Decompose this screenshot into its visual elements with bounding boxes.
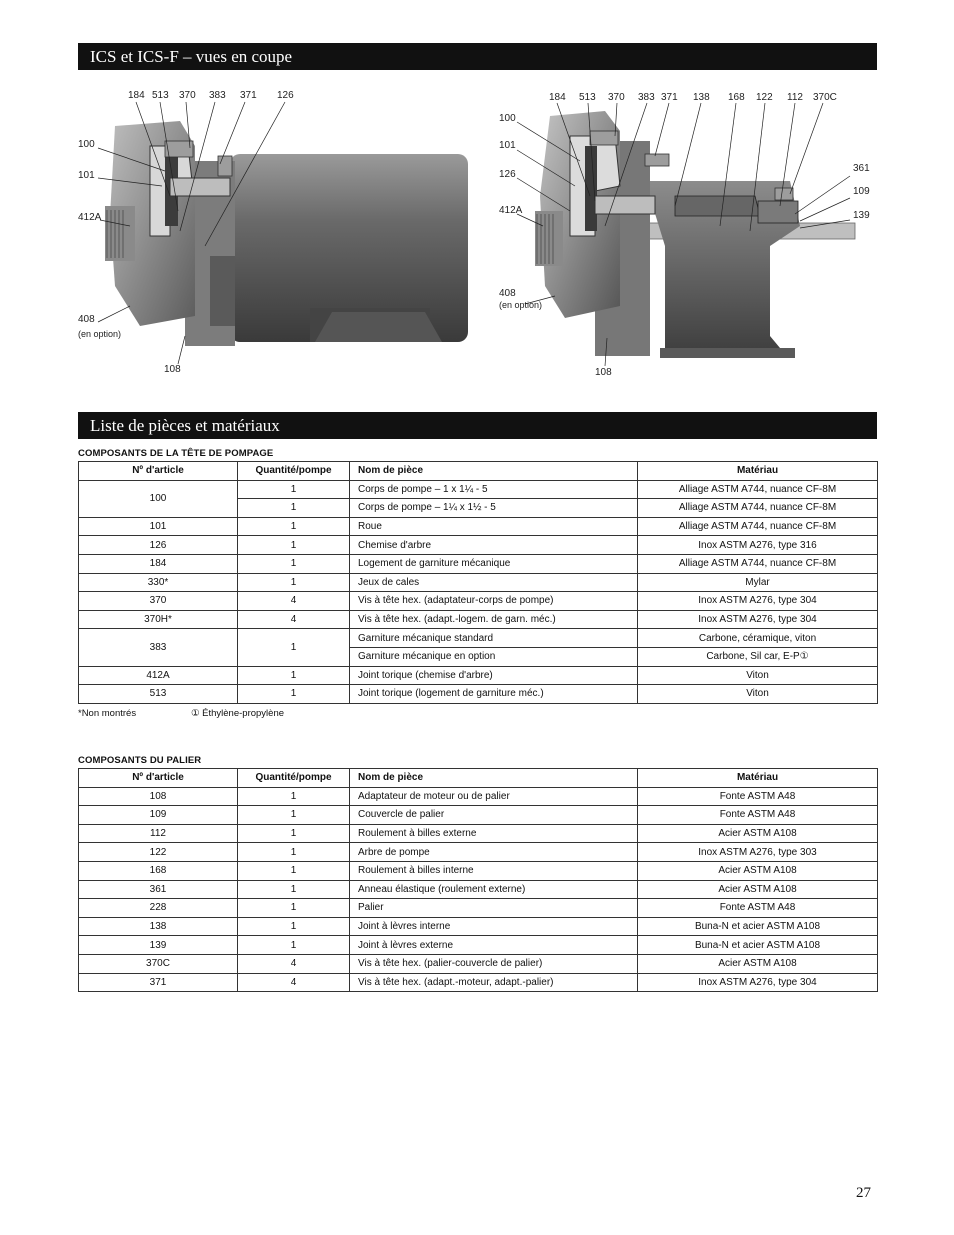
cell-quantity: 1 — [238, 554, 350, 573]
callout-label: 138 — [693, 92, 710, 103]
cell-item-number: 330* — [79, 573, 238, 592]
callout-label: 100 — [499, 113, 516, 124]
cell-material: Fonte ASTM A48 — [638, 899, 878, 918]
cell-item-number: 109 — [79, 806, 238, 825]
cell-part-name: Vis à tête hex. (adapt.-moteur, adapt.-palier) — [350, 973, 638, 992]
cutaway-drawing-ics-f — [495, 86, 880, 386]
cell-item-number: 101 — [79, 517, 238, 536]
cell-item-number: 139 — [79, 936, 238, 955]
cell-quantity: 4 — [238, 592, 350, 611]
cell-item-number: 108 — [79, 787, 238, 806]
cell-material: Fonte ASTM A48 — [638, 806, 878, 825]
cell-item-number: 122 — [79, 843, 238, 862]
cell-material: Fonte ASTM A48 — [638, 787, 878, 806]
callout-label: 184 — [128, 90, 145, 101]
callout-label: 108 — [164, 364, 181, 375]
cell-material: Acier ASTM A108 — [638, 861, 878, 880]
cell-material: Inox ASTM A276, type 304 — [638, 973, 878, 992]
cell-part-name: Chemise d'arbre — [350, 536, 638, 555]
table-row — [79, 880, 878, 899]
table-row — [79, 787, 878, 806]
callout-label: 168 — [728, 92, 745, 103]
cell-quantity: 1 — [238, 517, 350, 536]
table-title-pump-head: COMPOSANTS DE LA TÊTE DE POMPAGE — [78, 448, 274, 459]
column-header: Quantité/pompe — [238, 769, 350, 788]
cell-material: Inox ASTM A276, type 303 — [638, 843, 878, 862]
callout-label: 101 — [78, 170, 95, 181]
table-row — [79, 610, 878, 629]
cell-part-name: Roulement à billes externe — [350, 824, 638, 843]
cell-part-name: Anneau élastique (roulement externe) — [350, 880, 638, 899]
callout-label: 383 — [209, 90, 226, 101]
callout-label: 126 — [499, 169, 516, 180]
cell-quantity: 1 — [238, 629, 350, 666]
cell-part-name: Roue — [350, 517, 638, 536]
table-row — [79, 480, 878, 499]
cutaway-figure-ics-f — [495, 86, 880, 386]
cell-part-name: Joint torique (chemise d'arbre) — [350, 666, 638, 685]
table-header-row — [79, 462, 878, 481]
column-header: Matériau — [638, 769, 878, 788]
cell-part-name: Adaptateur de moteur ou de palier — [350, 787, 638, 806]
table-header-row — [79, 769, 878, 788]
cell-material: Carbone, céramique, viton — [638, 629, 878, 648]
cell-material: Alliage ASTM A744, nuance CF-8M — [638, 554, 878, 573]
cell-quantity: 1 — [238, 936, 350, 955]
cell-material: Viton — [638, 666, 878, 685]
cell-item-number: 370H* — [79, 610, 238, 629]
cell-part-name: Logement de garniture mécanique — [350, 554, 638, 573]
column-header: Nom de pièce — [350, 462, 638, 481]
cell-material: Inox ASTM A276, type 304 — [638, 592, 878, 611]
cell-quantity: 1 — [238, 824, 350, 843]
cell-quantity: 1 — [238, 573, 350, 592]
cell-material: Acier ASTM A108 — [638, 824, 878, 843]
callout-label: 412A — [499, 205, 523, 216]
table-row — [79, 517, 878, 536]
column-header: Nº d'article — [79, 769, 238, 788]
cell-item-number: 112 — [79, 824, 238, 843]
cell-quantity: 1 — [238, 499, 350, 518]
cell-part-name: Jeux de cales — [350, 573, 638, 592]
footnote-ethylene-propylene: ① Éthylène-propylène — [191, 708, 285, 719]
section-title-cutaway: ICS et ICS-F – vues en coupe — [90, 47, 293, 66]
cell-quantity: 1 — [238, 480, 350, 499]
table-row — [79, 899, 878, 918]
column-header: Quantité/pompe — [238, 462, 350, 481]
table-row — [79, 629, 878, 648]
cell-item-number: 383 — [79, 629, 238, 666]
cell-material: Acier ASTM A108 — [638, 954, 878, 973]
table-row — [79, 861, 878, 880]
callout-label: 370 — [608, 92, 625, 103]
callout-label: (en option) — [499, 300, 543, 310]
callout-label: 513 — [152, 90, 169, 101]
cell-part-name: Roulement à billes interne — [350, 861, 638, 880]
cell-item-number: 168 — [79, 861, 238, 880]
cell-item-number: 100 — [79, 480, 238, 517]
cell-item-number: 370C — [79, 954, 238, 973]
callout-label: 122 — [756, 92, 773, 103]
cell-quantity: 1 — [238, 536, 350, 555]
cell-part-name: Couvercle de palier — [350, 806, 638, 825]
parts-table-bearing — [78, 768, 878, 992]
callout-label: 126 — [277, 90, 294, 101]
cutaway-drawing-ics — [70, 86, 480, 386]
cell-part-name: Palier — [350, 899, 638, 918]
cell-part-name: Arbre de pompe — [350, 843, 638, 862]
cell-item-number: 513 — [79, 685, 238, 704]
table-row — [79, 973, 878, 992]
table-row — [79, 806, 878, 825]
cell-part-name: Corps de pompe – 1¼ x 1½ - 5 — [350, 499, 638, 518]
cell-material: Mylar — [638, 573, 878, 592]
cell-quantity: 1 — [238, 666, 350, 685]
callout-label: (en option) — [78, 329, 122, 339]
callout-label: 100 — [78, 139, 95, 150]
cell-quantity: 1 — [238, 917, 350, 936]
cell-quantity: 1 — [238, 806, 350, 825]
table-row — [79, 936, 878, 955]
cell-part-name: Vis à tête hex. (adapt.-logem. de garn. méc.) — [350, 610, 638, 629]
column-header: Nom de pièce — [350, 769, 638, 788]
table-row — [79, 954, 878, 973]
callout-label: 184 — [549, 92, 566, 103]
callout-label: 109 — [853, 186, 870, 197]
callout-label: 361 — [853, 163, 870, 174]
cell-quantity: 4 — [238, 610, 350, 629]
cell-material: Alliage ASTM A744, nuance CF-8M — [638, 517, 878, 536]
table-row — [79, 824, 878, 843]
cell-quantity: 1 — [238, 899, 350, 918]
section-title-parts: Liste de pièces et matériaux — [90, 416, 280, 435]
table-row — [79, 554, 878, 573]
cell-material: Inox ASTM A276, type 304 — [638, 610, 878, 629]
column-header: Nº d'article — [79, 462, 238, 481]
parts-table-pump-head — [78, 461, 878, 704]
table-footnotes — [78, 708, 478, 722]
cell-part-name: Joint à lèvres interne — [350, 917, 638, 936]
cell-quantity: 1 — [238, 787, 350, 806]
table-row — [79, 592, 878, 611]
cell-quantity: 1 — [238, 685, 350, 704]
table-row — [79, 573, 878, 592]
cell-item-number: 370 — [79, 592, 238, 611]
callout-label: 112 — [787, 92, 803, 103]
cell-part-name: Joint torique (logement de garniture méc.) — [350, 685, 638, 704]
callout-label: 108 — [595, 367, 612, 378]
cell-item-number: 371 — [79, 973, 238, 992]
section-header-cutaway — [78, 43, 877, 70]
callout-label: 370C — [813, 92, 837, 103]
callout-label: 371 — [661, 92, 678, 103]
table-title-bearing: COMPOSANTS DU PALIER — [78, 755, 202, 766]
table-row — [79, 843, 878, 862]
cell-item-number: 126 — [79, 536, 238, 555]
cell-material: Alliage ASTM A744, nuance CF-8M — [638, 499, 878, 518]
cell-item-number: 412A — [79, 666, 238, 685]
cell-material: Buna-N et acier ASTM A108 — [638, 936, 878, 955]
cell-part-name: Garniture mécanique standard — [350, 629, 638, 648]
table-row — [79, 536, 878, 555]
cell-part-name: Joint à lèvres externe — [350, 936, 638, 955]
cell-material: Viton — [638, 685, 878, 704]
cell-item-number: 228 — [79, 899, 238, 918]
cell-item-number: 184 — [79, 554, 238, 573]
column-header: Matériau — [638, 462, 878, 481]
callout-label: 370 — [179, 90, 196, 101]
callout-label: 371 — [240, 90, 257, 101]
cell-material: Alliage ASTM A744, nuance CF-8M — [638, 480, 878, 499]
table-row — [79, 917, 878, 936]
cell-item-number: 138 — [79, 917, 238, 936]
cell-material: Inox ASTM A276, type 316 — [638, 536, 878, 555]
callout-label: 383 — [638, 92, 655, 103]
cell-quantity: 1 — [238, 843, 350, 862]
cell-item-number: 361 — [79, 880, 238, 899]
cell-material: Carbone, Sil car, E-P① — [638, 647, 878, 666]
section-header-parts — [78, 412, 877, 439]
cell-part-name: Vis à tête hex. (palier-couvercle de palier) — [350, 954, 638, 973]
footnote-not-shown: *Non montrés — [78, 708, 137, 719]
callout-label: 513 — [579, 92, 596, 103]
callout-label: 408 — [78, 314, 95, 325]
callout-label: 139 — [853, 210, 870, 221]
callout-label: 408 — [499, 288, 516, 299]
cell-quantity: 4 — [238, 954, 350, 973]
cutaway-figure-ics — [70, 86, 480, 386]
cell-material: Acier ASTM A108 — [638, 880, 878, 899]
cell-part-name: Garniture mécanique en option — [350, 647, 638, 666]
cell-quantity: 1 — [238, 880, 350, 899]
cell-quantity: 1 — [238, 861, 350, 880]
cell-material: Buna-N et acier ASTM A108 — [638, 917, 878, 936]
callout-label: 101 — [499, 140, 516, 151]
table-row — [79, 666, 878, 685]
cell-part-name: Corps de pompe – 1 x 1¼ - 5 — [350, 480, 638, 499]
page-number: 27 — [856, 1185, 871, 1201]
table-row — [79, 685, 878, 704]
cell-part-name: Vis à tête hex. (adaptateur-corps de pompe) — [350, 592, 638, 611]
cell-quantity: 4 — [238, 973, 350, 992]
callout-label: 412A — [78, 212, 102, 223]
